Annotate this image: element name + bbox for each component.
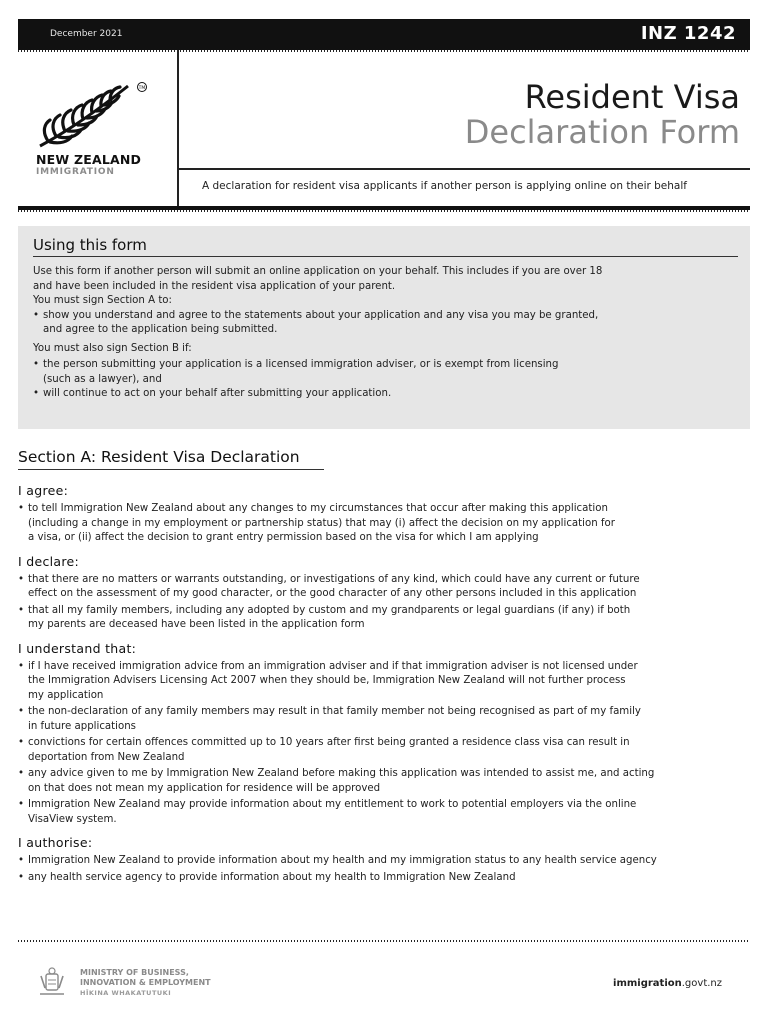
list-item: • the non-declaration of any family members may result in that family member not being recognised as part of my family in future applications: [18, 705, 750, 734]
section-a-heading: Section A: Resident Visa Declaration: [18, 448, 324, 470]
list-item: • if I have received immigration advice from an immigration adviser and if that immigration adviser is not licensed under the Immigration Advisers Licensing Act 2007 when they should be, Immigration New Zealand will not further process my application: [18, 660, 750, 704]
header-vertical-divider: [177, 50, 179, 206]
understand-heading: I understand that:: [18, 640, 137, 656]
agree-heading: I agree:: [18, 483, 69, 498]
list-item: • convictions for certain offences committed up to 10 years after first being granted a residence class visa can result in deportation from New Zealand: [18, 736, 750, 765]
using-this-form-panel: [18, 226, 750, 429]
list-item: • that all my family members, including any adopted by custom and my grandparents or legal guardians (if any) if both my parents are deceased have been listed in the application form: [18, 604, 750, 633]
authorise-heading: I authorise:: [18, 835, 93, 850]
mbie-logo: [38, 966, 238, 1002]
trademark-mark: TM: [138, 86, 146, 91]
website-link[interactable]: immigration.govt.nz: [613, 978, 722, 989]
form-title-secondary: Declaration Form: [464, 113, 740, 151]
list-item: • show you understand and agree to the statements about your application and any visa you may be granted, and agree to the application being submitted.: [33, 309, 738, 338]
coat-of-arms-icon: [38, 966, 66, 998]
intro-text: Use this form if another person will submit an online application on your behalf. This includes if you are over 18 and have been included in the resident visa application of your parent.: [33, 266, 603, 292]
list-item: • will continue to act on your behalf after submitting your application.: [33, 387, 738, 402]
list-item: • to tell Immigration New Zealand about any changes to my circumstances that occur after making this application (including a change in my employment or partnership status) that may (i) affect the decision on my application for a visa, or (ii) affect the decision to grant entry permission based on the visa for which I am applying: [18, 502, 750, 546]
footer-dotted-divider: [18, 940, 750, 942]
brand-name: NEW ZEALAND: [36, 152, 142, 167]
silver-fern-icon: [36, 80, 161, 152]
form-date: December 2021: [50, 29, 123, 39]
form-title: Resident Visa: [524, 78, 740, 116]
top-bar: [18, 19, 750, 50]
dotted-divider: [18, 50, 750, 52]
sign-section-b-text: You must also sign Section B if:: [33, 342, 192, 354]
list-item: • that there are no matters or warrants outstanding, or investigations of any kind, which could have any current or future effect on the assessment of my good character, or the good character of any other persons included in this application: [18, 573, 750, 602]
form-code: INZ 1242: [640, 23, 736, 44]
ministry-name-line1: MINISTRY OF BUSINESS,: [80, 968, 189, 977]
sign-section-a-text: You must sign Section A to:: [33, 295, 172, 306]
dotted-divider: [18, 210, 750, 212]
nz-immigration-logo: [36, 80, 161, 180]
list-item: • any advice given to me by Immigration New Zealand before making this application was intended to assist me, and acting on that does not mean my application for residence will be approved: [18, 767, 750, 796]
section-a: [18, 448, 750, 887]
ministry-name-line2: INNOVATION & EMPLOYMENT: [80, 978, 211, 987]
title-divider: [177, 168, 750, 170]
ministry-maori-name: HĪKINA WHAKATUTUKI: [80, 989, 172, 997]
declare-heading: I declare:: [18, 553, 80, 569]
list-item: • any health service agency to provide information about my health to Immigration New Zealand: [18, 871, 750, 886]
panel-heading: Using this form: [33, 236, 738, 257]
form-subtitle: A declaration for resident visa applicants if another person is applying online on their behalf: [202, 180, 687, 192]
list-item: • Immigration New Zealand may provide information about my entitlement to work to potential employers via the online VisaView system.: [18, 798, 750, 827]
list-item: • the person submitting your application is a licensed immigration adviser, or is exempt from licensing (such as a lawyer), and: [33, 358, 738, 387]
list-item: • Immigration New Zealand to provide information about my health and my immigration status to any health service agency: [18, 854, 750, 869]
brand-subname: IMMIGRATION: [36, 167, 115, 177]
